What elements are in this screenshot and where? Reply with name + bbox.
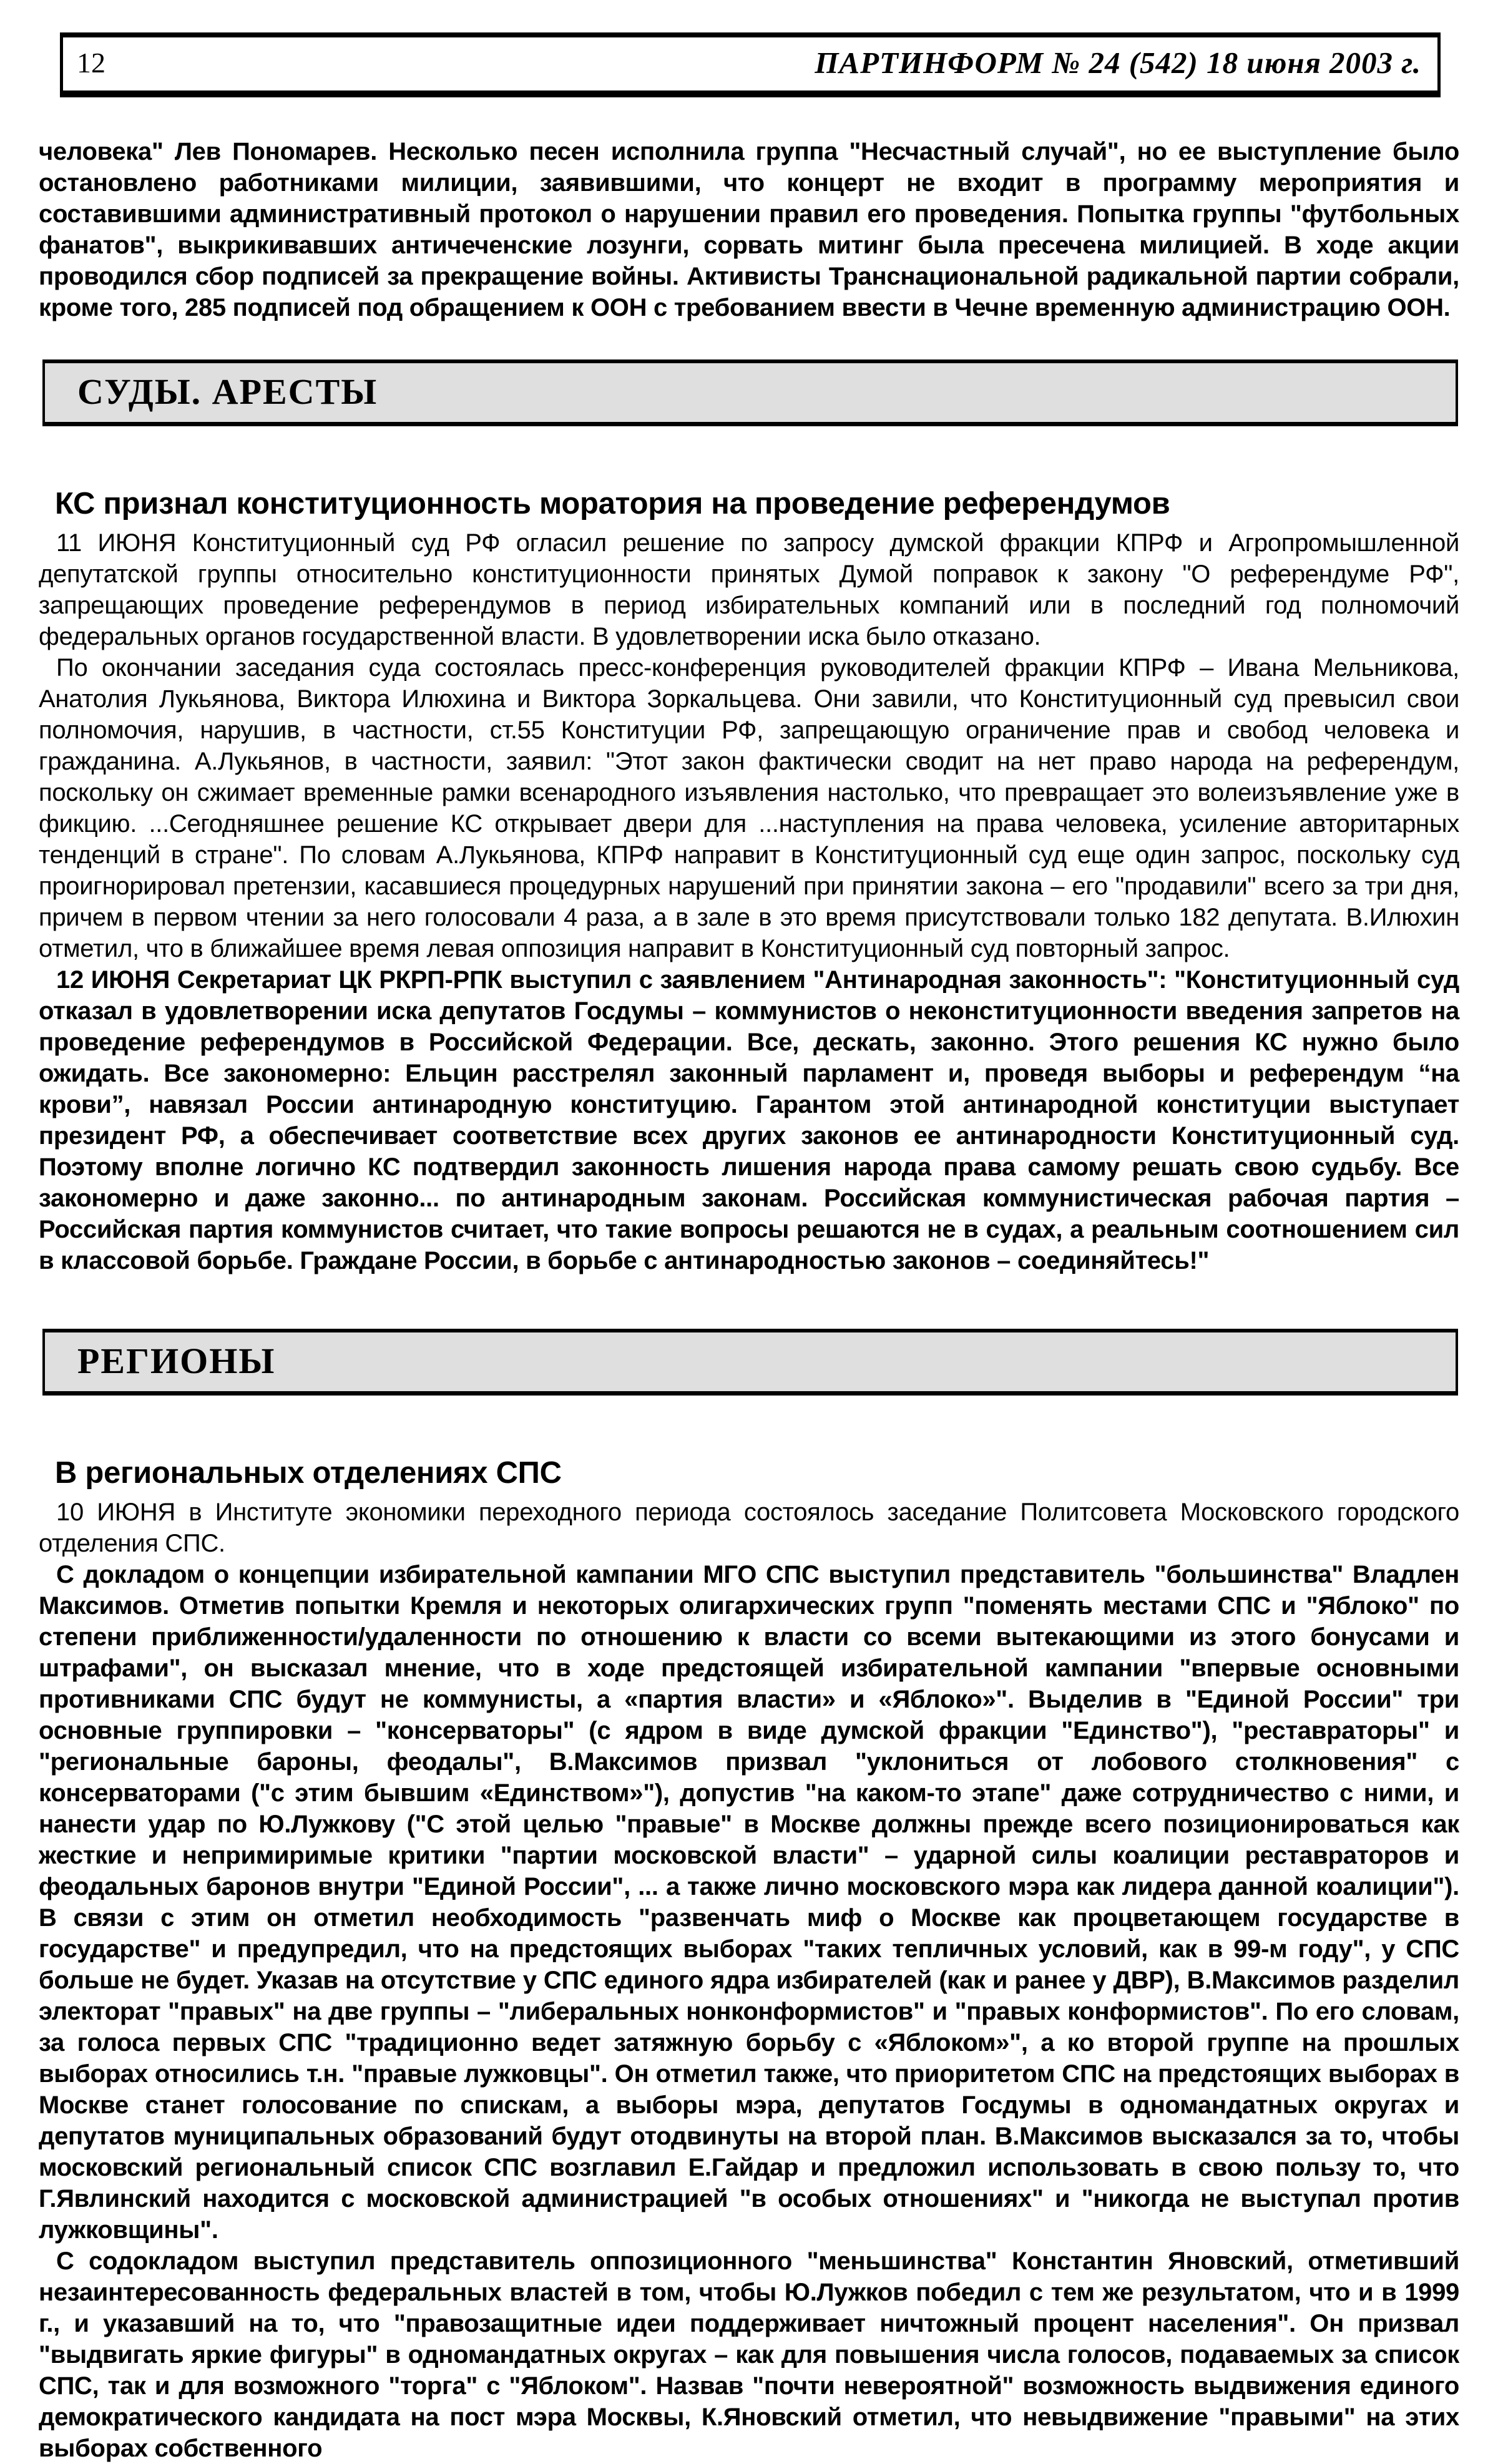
article-title-courts: КС признал конституционность моратория на проведение референдумов bbox=[55, 486, 1170, 521]
article-courts bbox=[39, 486, 1459, 1276]
lead-paragraph: человека" Лев Пономарев. Несколько песен исполнила группа "Несчастный случай", но ее выступление было остановлено работниками милиции, заявившими, что концерт не входит в программу мероприятия и составившими административный протокол о нарушении правил его проведения. Попытка группы "футбольных фанатов", выкрикивавших античеченские лозунги, сорвать митинг была пресечена милицией. В ходе акции проводился сбор подписей за прекращение войны. Активисты Транснациональной радикальной партии собрали, кроме того, 285 подписей под обращением к ООН с требованием ввести в Чечне временную администрацию ООН. bbox=[39, 138, 1459, 321]
courts-paragraph-2: По окончании заседания суда состоялась пресс-конференция руководителей фракции КПРФ – Ивана Мельникова, Анатолия Лукьянова, Виктора Илюхина и Виктора Зоркальцева. Они завили, что Конституционный суд превысил свои полномочия, нарушив, в частности, ст.55 Конституции РФ, запрещающую ограничение прав и свобод человека и гражданина. А.Лукьянов, в частности, заявил: "Этот закон фактически сводит на нет право народа на референдум, поскольку он сжимает временные рамки всенародного изъявления настолько, что превращает это волеизъявление уже в фикцию. ...Сегодняшнее решение КС открывает двери для ...наступления на права человека, усиление авторитарных тенденций в стране". По словам А.Лукьянова, КПРФ направит в Конституционный суд еще один запрос, поскольку суд проигнорировал претензии, касавшиеся процедурных нарушений при принятии закона – его "продавили" всего за три дня, причем в первом чтении за него голосовали 4 раза, а в зале в это время присутствовали только 182 депутата. В.Илюхин отметил, что в ближайшее время левая оппозиция направит в Конституционный суд повторный запрос. bbox=[39, 654, 1459, 963]
article-regions bbox=[39, 1455, 1459, 2464]
newsletter-page bbox=[0, 32, 1498, 2464]
page-number: 12 bbox=[77, 46, 105, 79]
courts-paragraph-3: 12 ИЮНЯ Секретариат ЦК РКРП-РПК выступил с заявлением "Антинародная законность": "Конституционный суд отказал в удовлетворении иска депутатов Госдумы – коммунистов о неконституционности введения запретов на проведение референдумов в Российской Федерации. Все, дескать, законно. Этого решения КС нужно было ожидать. Все закономерно: Ельцин расстрелял законный парламент и, проведя выборы и референдум “на крови”, навязал России антинародную конституцию. Гарантом этой антинародной конституции выступает президент РФ, а обеспечивает соответствие всех других законов ее антинародности Конституционный суд. Поэтому вполне логично КС подтвердил законность лишения народа права самому решать свою судьбу. Все закономерно и даже законно... по антинародным законам. Российская коммунистическая рабочая партия – Российская партия коммунистов считает, что такие вопросы решаются не в судах, а реальным соотношением сил в классовой борьбе. Граждане России, в борьбе с антинародностью законов – соединяйтесь!" bbox=[39, 966, 1459, 1275]
section-banner-regions bbox=[42, 1329, 1458, 1396]
section-banner-courts-label: СУДЫ. АРЕСТЫ bbox=[77, 371, 378, 412]
section-banner-courts bbox=[42, 359, 1458, 426]
regions-paragraph-1: 10 ИЮНЯ в Институте экономики переходного периода состоялось заседание Политсовета Московского городского отделения СПС. bbox=[39, 1498, 1459, 1558]
lead-continuation-block bbox=[39, 136, 1459, 323]
regions-paragraph-2: С докладом о концепции избирательной кампании МГО СПС выступил представитель "большинства" Владлен Максимов. Отметив попытки Кремля и некоторых олигархических групп "поменять местами СПС и "Яблоко" по степени приближенности/удаленности по отношению к власти со всеми вытекающими из этого бонусами и штрафами", он высказал мнение, что в ходе предстоящей избирательной кампании "впервые основными противниками СПС будут не коммунисты, а «партия власти» и «Яблоко»". Выделив в "Единой России" три основные группировки – "консерваторы" (с ядром в виде думской фракции "Единство"), "реставраторы" и "региональные бароны, феодалы", В.Максимов призвал "уклониться от лобового столкновения" с консерваторами ("с этим бывшим «Единством»"), допустив "на каком-то этапе" даже сотрудничество с ними, и нанести удар по Ю.Лужкову ("С этой целью "правые" в Москве должны прежде всего позиционироваться как жесткие и непримиримые критики "партии московской власти" – ударной силы коалиции реставраторов и феодальных баронов внутри "Единой России", ... а также лично московского мэра как лидера данной коалиции"). В связи с этим он отметил необходимость "развенчать миф о Москве как процветающем государстве в государстве" и предупредил, что на предстоящих выборах "таких тепличных условий, как в 99-м году", у СПС больше не будет. Указав на отсутствие у СПС единого ядра избирателей (как и ранее у ДВР), В.Максимов разделил электорат "правых" на две группы – "либеральных нонконформистов" и "правых конформистов". По его словам, за голоса первых СПС "традиционно ведет затяжную борьбу с «Яблоком»", а ко второй группе на прошлых выборах относились т.н. "правые лужковцы". Он отметил также, что приоритетом СПС на предстоящих выборах в Москве станет голосование по спискам, а выборы мэра, депутатов Госдумы в одномандатных округах и депутатов муниципальных образований будут отодвинуты на второй план. В.Максимов высказался за то, чтобы московский региональный список СПС возглавил Е.Гайдар и предложил использовать в свою пользу то, что Г.Явлинский находится с московской администрацией "в особых отношениях" и "никогда не выступал против лужковщины". bbox=[39, 1561, 1459, 2244]
courts-paragraph-1: 11 ИЮНЯ Конституционный суд РФ огласил решение по запросу думской фракции КПРФ и Агропромышленной депутатской группы относительно конституционности принятых Думой поправок к закону "О референдуме РФ", запрещающих проведение референдумов в период избирательных компаний или в последний год полномочий федеральных органов государственной власти. В удовлетворении иска было отказано. bbox=[39, 529, 1459, 651]
section-banner-regions-label: РЕГИОНЫ bbox=[77, 1341, 276, 1382]
masthead bbox=[60, 32, 1441, 97]
regions-paragraph-3: С содокладом выступил представитель оппозиционного "меньшинства" Константин Яновский, отметивший незаинтересованность федеральных властей в том, чтобы Ю.Лужков победил с тем же результатом, что и в 1999 г., и указавший на то, что "правозащитные идеи поддерживает ничтожный процент населения". Он призвал "выдвигать яркие фигуры" в одномандатных округах – как для повышения числа голосов, подаваемых за список СПС, так и для возможного "торга" с "Яблоком". Назвав "почти невероятной" возможность выдвижения единого демократического кандидата на пост мэра Москвы, К.Яновский отметил, что невыдвижение "правыми" на этих выборах собственного bbox=[39, 2247, 1459, 2463]
article-title-regions: В региональных отделениях СПС bbox=[55, 1455, 562, 1490]
journal-title: ПАРТИНФОРМ № 24 (542) 18 июня 2003 г. bbox=[815, 46, 1421, 80]
